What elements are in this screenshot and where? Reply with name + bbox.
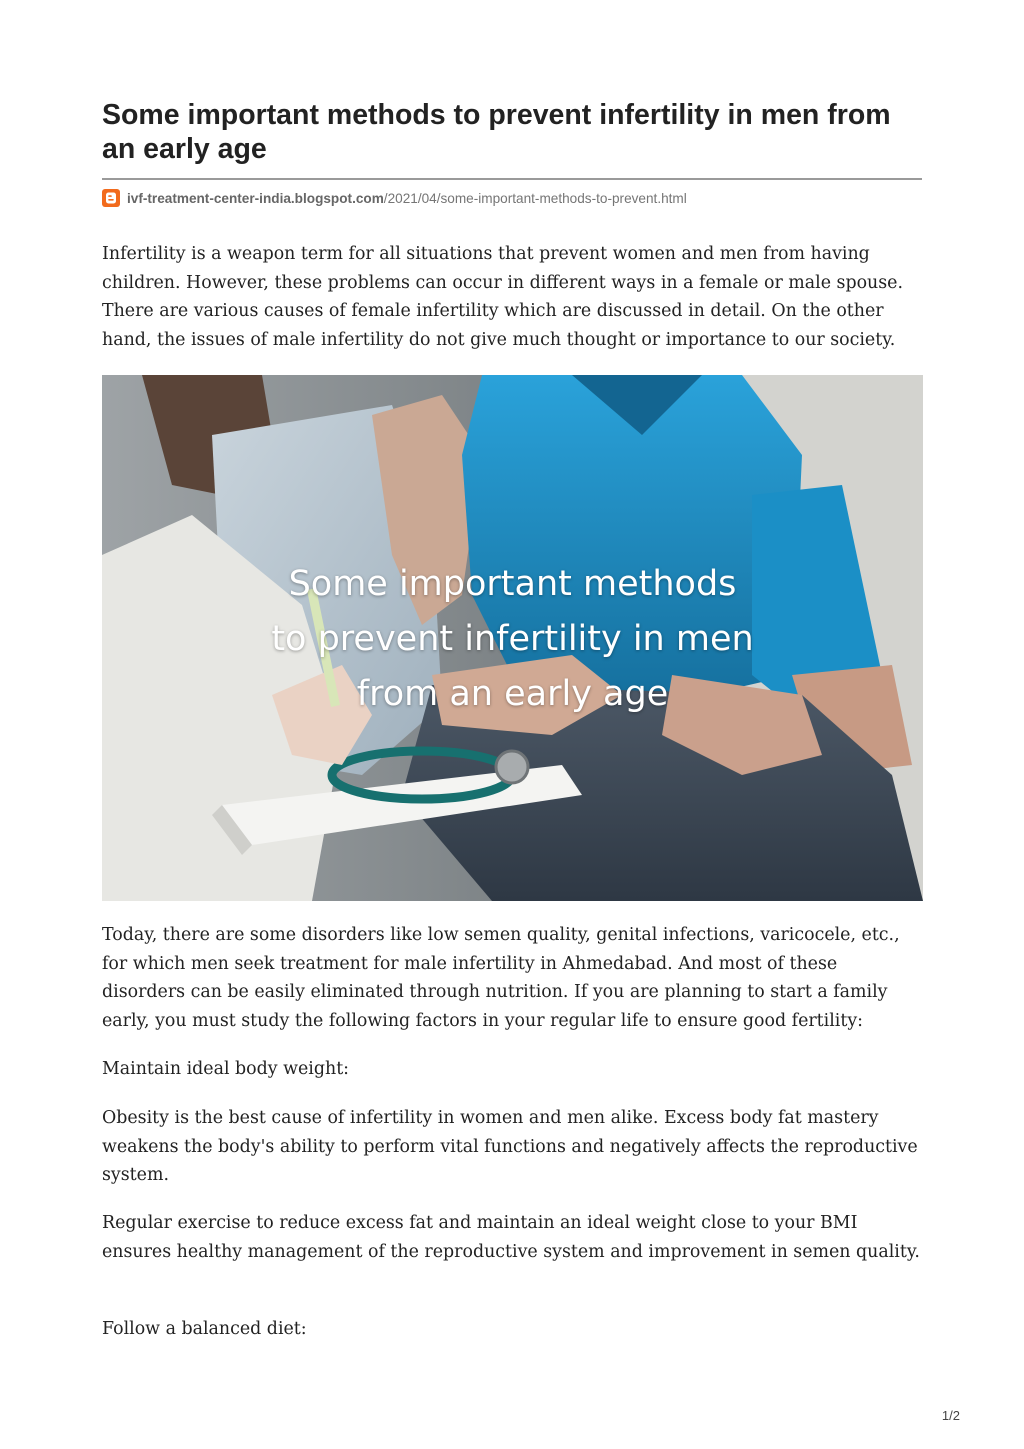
body-paragraph: Regular exercise to reduce excess fat and maintain an ideal weight close to your BMI ensures healthy management of the reproductive system and improvement in semen quality. <box>102 1213 920 1262</box>
hero-overlay-text <box>102 557 923 722</box>
hero-overlay-line: from an early age <box>356 674 669 714</box>
intro-paragraph: Infertility is a weapon term for all situations that prevent women and men from having children. However, these problems can occur in different ways in a female or male spouse. There are various causes of female infertility which are discussed in detail. On the other hand, the issues of male infertility do not give much thought or importance to our society. <box>102 244 904 350</box>
section-heading-body-weight: Maintain ideal body weight: <box>102 1059 350 1079</box>
article-title: Some important methods to prevent infertility in men from an early age <box>102 99 891 165</box>
source-domain[interactable]: ivf-treatment-center-india.blogspot.com <box>127 190 384 206</box>
hero-image <box>102 375 923 901</box>
source-path[interactable]: /2021/04/some-important-methods-to-prevent.html <box>383 190 687 206</box>
page-number: 1/2 <box>941 1408 960 1423</box>
blogger-icon <box>102 189 120 207</box>
body-paragraph: Today, there are some disorders like low semen quality, genital infections, varicocele, etc., for which men seek treatment for male infertility in Ahmedabad. And most of these disorders can be easily eliminated through nutrition. If you are planning to start a family early, you must study the following factors in your regular life to ensure good fertility: <box>102 925 900 1031</box>
hero-overlay-line: to prevent infertility in men <box>271 619 754 659</box>
source-link[interactable] <box>102 188 687 208</box>
title-divider <box>102 178 922 180</box>
body-paragraph: Obesity is the best cause of infertility in women and men alike. Excess body fat mastery weakens the body's ability to perform vital functions and negatively affects the reproductive system. <box>102 1108 918 1185</box>
section-heading-balanced-diet: Follow a balanced diet: <box>102 1319 307 1339</box>
hero-overlay-line: Some important methods <box>288 564 737 604</box>
